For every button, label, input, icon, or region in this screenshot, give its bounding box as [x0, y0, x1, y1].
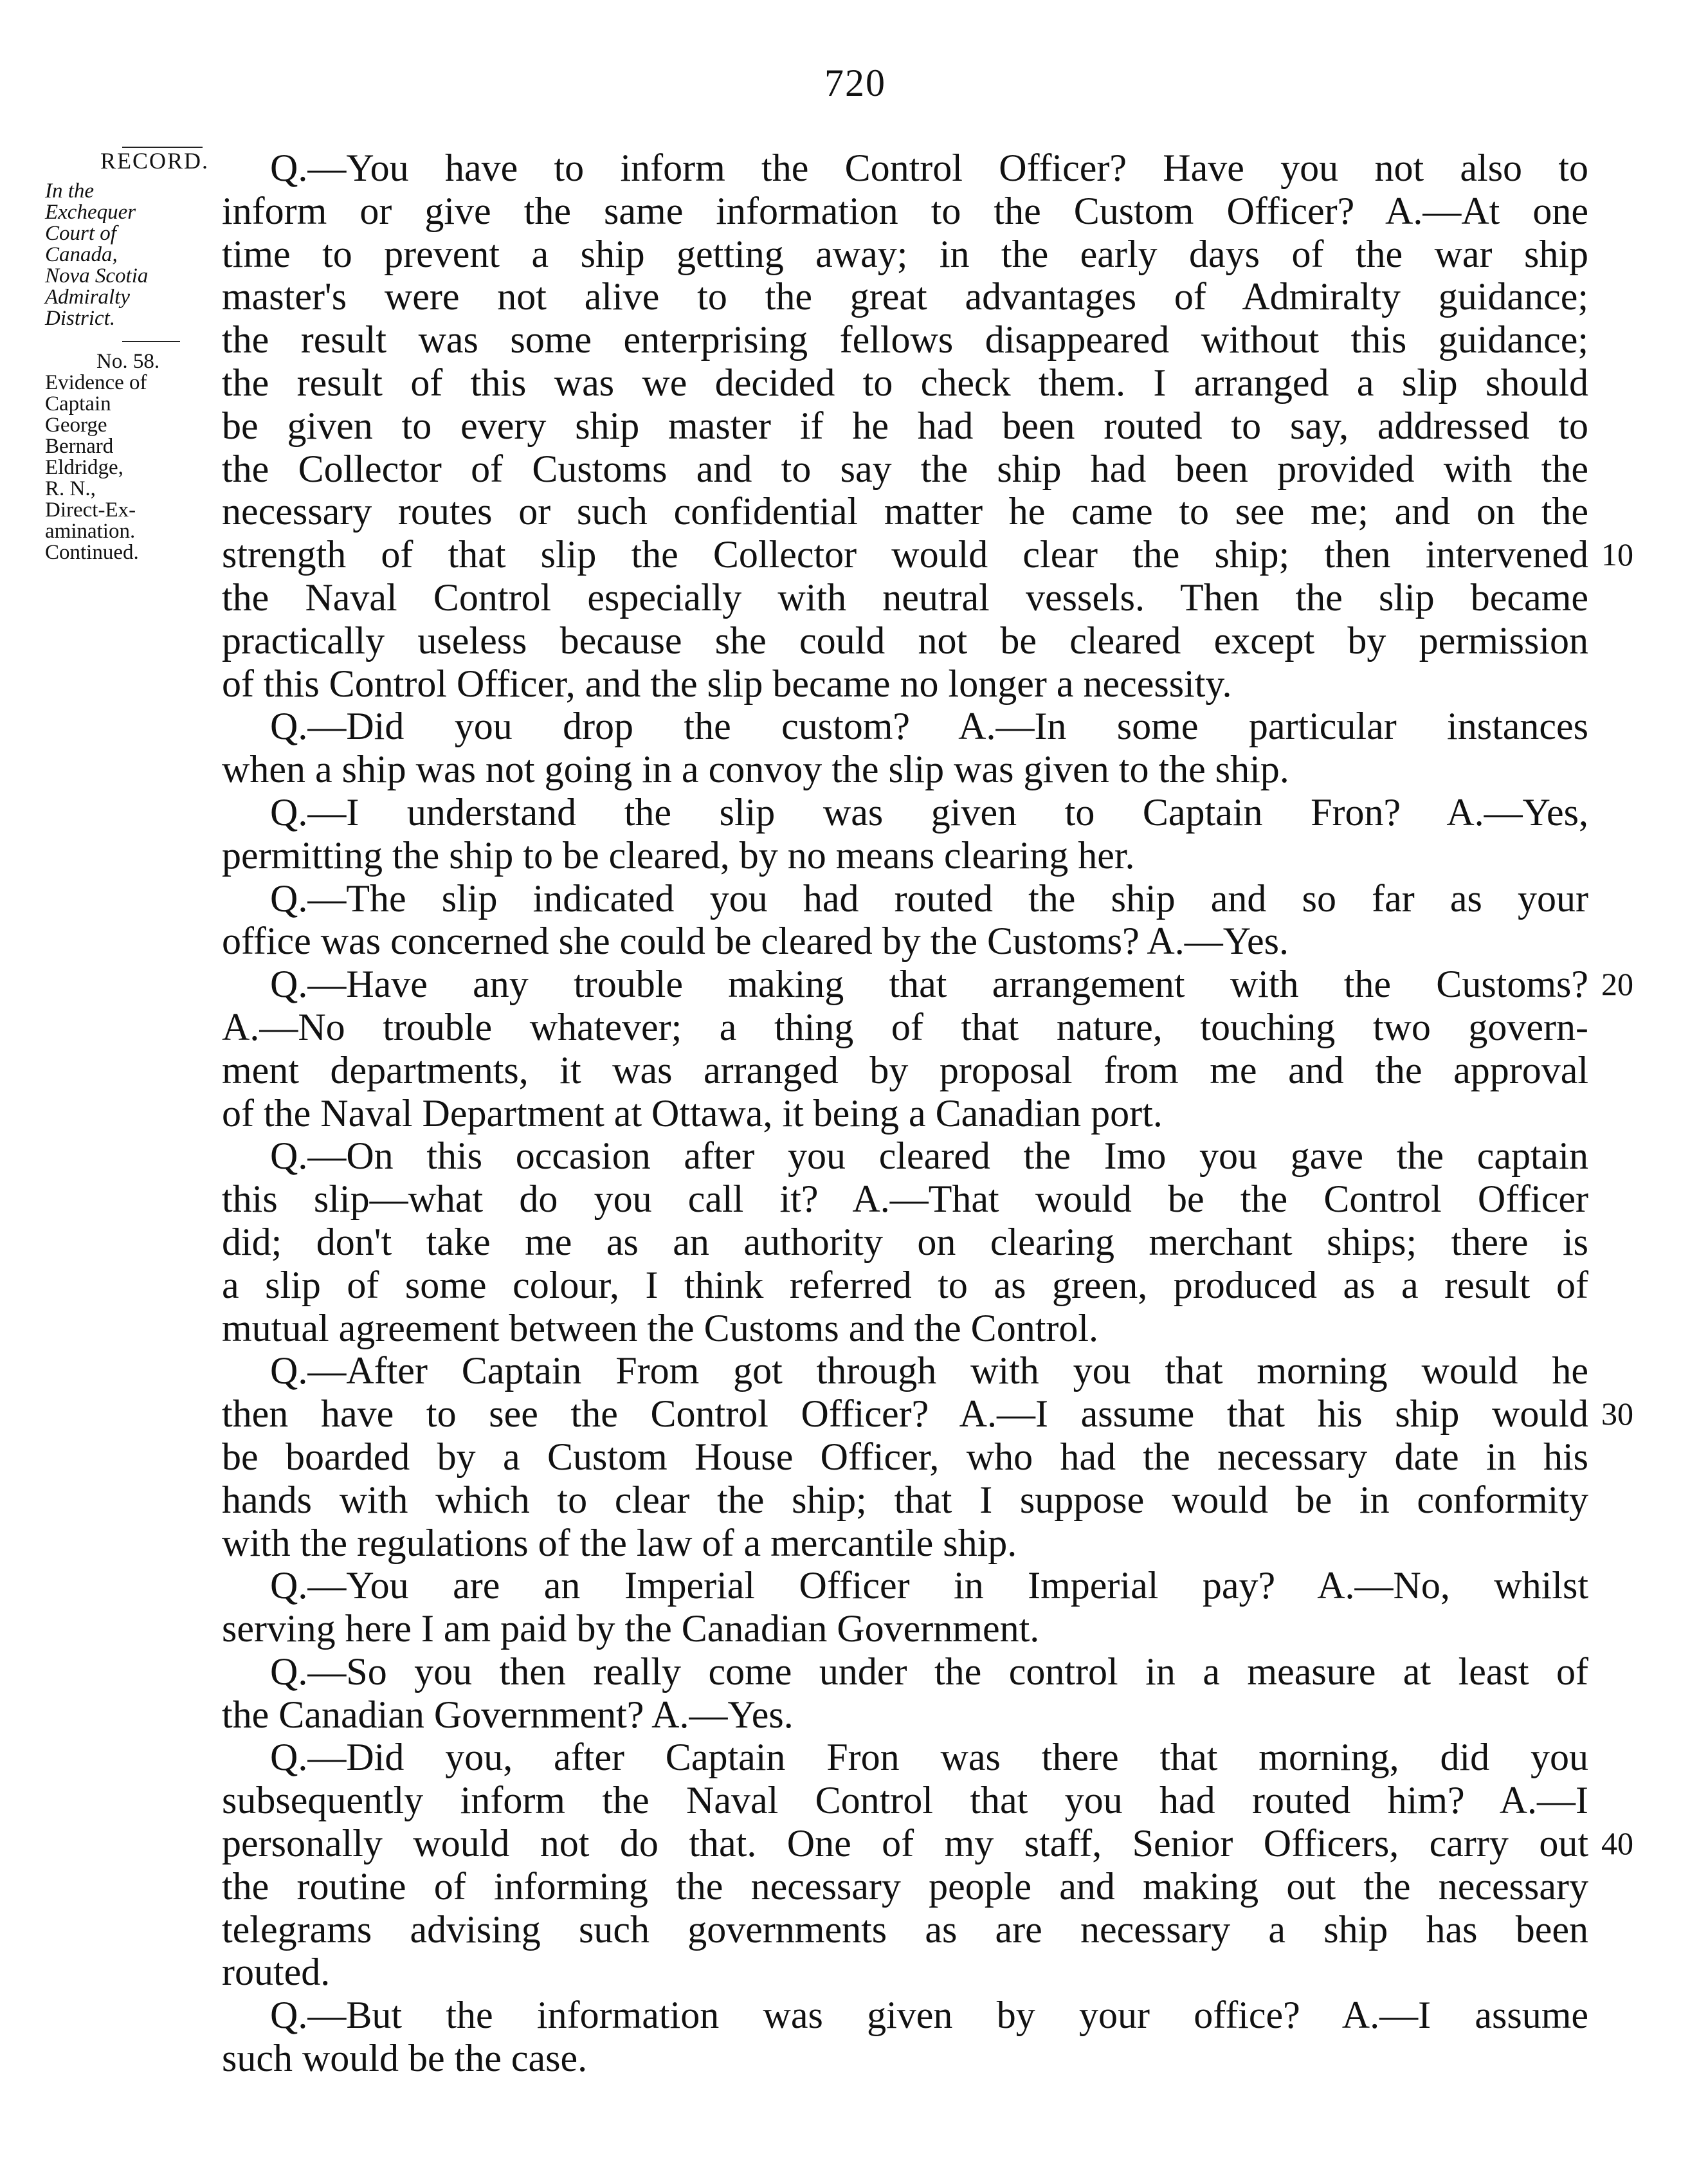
text-line: the Canadian Government? A.—Yes.	[222, 1693, 794, 1736]
court-note-line: Exchequer	[45, 201, 136, 224]
line-number: 30	[1601, 1396, 1633, 1432]
text-line: master's were not alive to the great advantages of Admiralty guidance;	[222, 275, 1588, 318]
evidence-note-line: R. N.,	[45, 477, 96, 500]
text-line: Q.—But the information was given by your office? A.—I assume	[270, 1994, 1588, 2037]
text-line: subsequently inform the Naval Control that you had routed him? A.—I	[222, 1779, 1588, 1822]
text-line: permitting the ship to be cleared, by no means clearing her.	[222, 834, 1135, 877]
evidence-note-line: No. 58.	[96, 350, 160, 373]
evidence-note-line: Continued.	[45, 541, 139, 564]
page-number: 720	[824, 62, 886, 104]
text-line: office was concerned she could be cleared by the Customs? A.—Yes.	[222, 920, 1289, 963]
text-line: when a ship was not going in a convoy the slip was given to the ship.	[222, 748, 1289, 791]
text-line: Q.—You are an Imperial Officer in Imperial pay? A.—No, whilst	[270, 1564, 1588, 1607]
text-line: hands with which to clear the ship; that I suppose would be in conformity	[222, 1478, 1588, 1521]
text-line: mutual agreement between the Customs and the Control.	[222, 1306, 1099, 1349]
text-line: of this Control Officer, and the slip became no longer a necessity.	[222, 662, 1232, 705]
text-line: Q.—You have to inform the Control Officer? Have you not also to	[270, 147, 1588, 189]
line-number: 40	[1601, 1825, 1633, 1861]
evidence-note-line: Bernard	[45, 435, 114, 458]
evidence-note-line: Direct-Ex-	[45, 498, 136, 522]
court-note-line: In the	[45, 179, 95, 203]
text-line: with the regulations of the law of a mercantile ship.	[222, 1521, 1017, 1564]
text-line: be given to every ship master if he had been routed to say, addressed to	[222, 404, 1588, 447]
court-note-line: District.	[45, 307, 116, 330]
text-line: Q.—Did you, after Captain Fron was there that morning, did you	[270, 1736, 1588, 1779]
text-line: Q.—Did you drop the custom? A.—In some particular instances	[270, 705, 1588, 748]
text-line: such would be the case.	[222, 2037, 588, 2080]
text-line: Q.—I understand the slip was given to Captain Fron? A.—Yes,	[270, 790, 1588, 834]
text-line: Q.—On this occasion after you cleared the Imo you gave the captain	[270, 1135, 1588, 1178]
text-line: this slip—what do you call it? A.—That would be the Control Officer	[222, 1178, 1588, 1221]
evidence-note-line: Captain	[45, 392, 111, 415]
margin-divider	[122, 341, 180, 342]
line-number: 20	[1601, 966, 1633, 1002]
text-line: Q.—So you then really come under the control in a measure at least of	[270, 1650, 1588, 1693]
text-line: practically useless because she could not be cleared except by permission	[222, 619, 1588, 662]
text-line: a slip of some colour, I think referred to as green, produced as a result of	[222, 1263, 1588, 1306]
text-line: the Naval Control especially with neutral vessels. Then the slip became	[222, 576, 1588, 619]
text-line: necessary routes or such confidential matter he came to see me; and on the	[222, 490, 1588, 533]
court-note-line: Court of	[45, 222, 116, 245]
record-label: RECORD.	[100, 148, 209, 174]
text-line: Q.—Have any trouble making that arrangement with the Customs?	[270, 963, 1588, 1006]
court-note-line: Canada,	[45, 243, 118, 266]
text-line: Q.—The slip indicated you had routed the ship and so far as your	[270, 877, 1588, 920]
text-line: the routine of informing the necessary people and making out the necessary	[222, 1865, 1588, 1908]
text-line: be boarded by a Custom House Officer, who had the necessary date in his	[222, 1435, 1588, 1478]
court-note-line: Admiralty	[45, 286, 130, 309]
text-line: inform or give the same information to the Custom Officer? A.—At one	[222, 189, 1588, 232]
evidence-note-line: George	[45, 414, 107, 437]
text-line: routed.	[222, 1951, 331, 1994]
text-line: personally would not do that. One of my staff, Senior Officers, carry out	[222, 1822, 1588, 1865]
text-line: time to prevent a ship getting away; in the early days of the war ship	[222, 232, 1588, 275]
evidence-note-line: Evidence of	[45, 371, 147, 394]
margin-notes	[45, 147, 222, 563]
line-number: 10	[1601, 536, 1633, 572]
text-line: the result was some enterprising fellows disappeared without this guidance;	[222, 318, 1588, 361]
evidence-note-line: amination.	[45, 520, 136, 543]
text-line: the result of this was we decided to check them. I arranged a slip should	[222, 361, 1588, 404]
text-line: serving here I am paid by the Canadian Government.	[222, 1607, 1040, 1650]
text-line: telegrams advising such governments as are necessary a ship has been	[222, 1908, 1588, 1951]
evidence-note-line: Eldridge,	[45, 456, 123, 479]
text-line: strength of that slip the Collector would clear the ship; then intervened	[222, 533, 1588, 576]
court-note	[45, 181, 222, 329]
court-note-line: Nova Scotia	[45, 264, 149, 287]
text-line: ment departments, it was arranged by proposal from me and the approval	[222, 1048, 1588, 1091]
testimony-text	[222, 147, 1588, 2080]
text-line: the Collector of Customs and to say the ship had been provided with the	[222, 447, 1588, 490]
text-line: A.—No trouble whatever; a thing of that nature, touching two govern-	[222, 1005, 1588, 1048]
text-line: of the Naval Department at Ottawa, it being a Canadian port.	[222, 1091, 1163, 1135]
text-line: did; don't take me as an authority on clearing merchant ships; there is	[222, 1220, 1588, 1263]
evidence-note	[45, 351, 222, 563]
text-line: then have to see the Control Officer? A.—I assume that his ship would	[222, 1392, 1588, 1436]
text-line: Q.—After Captain From got through with you that morning would he	[270, 1349, 1588, 1392]
